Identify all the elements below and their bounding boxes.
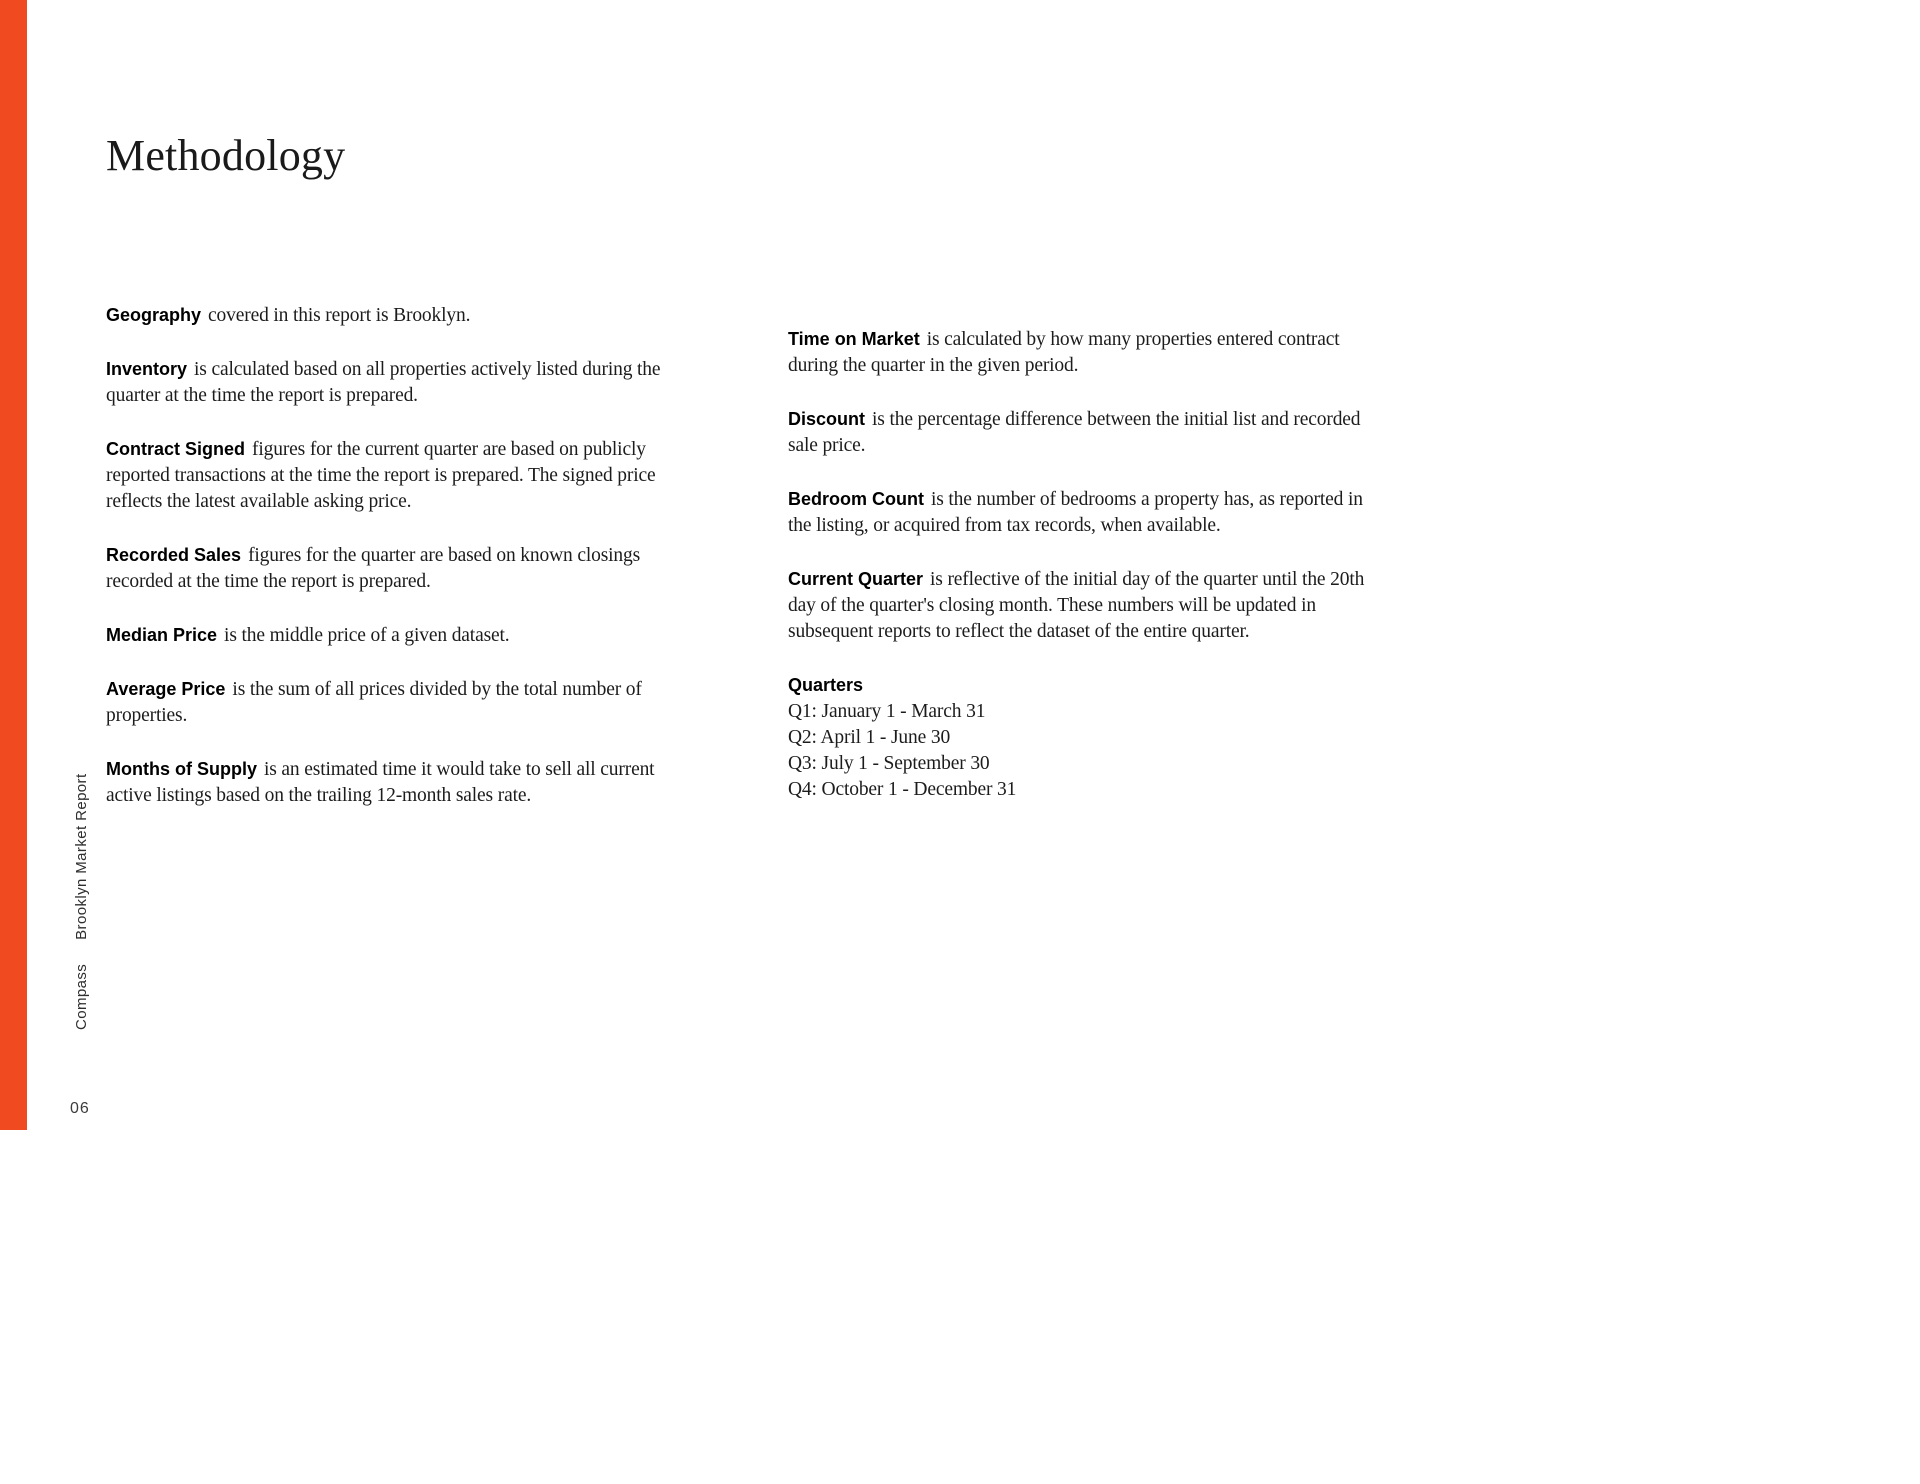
definition-line: [106, 302, 766, 329]
quarter-q3: Q3: July 1 - September 30: [788, 753, 990, 774]
definition-time-on-market: [788, 326, 1463, 379]
term-label: Discount: [788, 409, 866, 429]
quarter-q4: Q4: October 1 - December 31: [788, 779, 1017, 800]
definition-line: during the quarter in the given period.: [788, 355, 1079, 376]
definition-line: [788, 486, 1463, 513]
definition-months-of-supply: [106, 756, 766, 809]
quarter-q1: Q1: January 1 - March 31: [788, 701, 986, 722]
quarter-q2: Q2: April 1 - June 30: [788, 727, 951, 748]
definition-line: [788, 566, 1463, 593]
term-label: Inventory: [106, 359, 188, 379]
term-label: Months of Supply: [106, 759, 257, 779]
page-number: 06: [70, 1100, 90, 1117]
definition-text: covered in this report is Brooklyn.: [208, 305, 471, 326]
definition-text: is reflective of the initial day of the quarter until the 20th: [930, 569, 1365, 590]
brand-name: Compass: [73, 963, 90, 1030]
definition-line: recorded at the time the report is prepared.: [106, 571, 431, 592]
definition-bedroom-count: [788, 486, 1463, 539]
definition-line: [106, 436, 766, 463]
definition-line: [788, 406, 1463, 433]
definition-text: is the percentage difference between the initial list and recorded: [872, 409, 1361, 430]
definitions-column-left: [106, 302, 766, 809]
term-label: Contract Signed: [106, 439, 246, 459]
definition-text: is calculated by how many properties entered contract: [926, 329, 1340, 350]
red-accent-bar: [0, 0, 27, 1130]
sidebar-vertical-meta: [73, 773, 90, 1030]
term-label: Time on Market: [788, 329, 920, 349]
quarters-heading: [788, 672, 1463, 699]
definition-current-quarter: [788, 566, 1463, 645]
definition-line: reflects the latest available asking price.: [106, 491, 412, 512]
definition-line: the listing, or acquired from tax records, when available.: [788, 515, 1221, 536]
term-label: Average Price: [106, 679, 226, 699]
definitions-column-right: [788, 326, 1463, 803]
definition-line: reported transactions at the time the report is prepared. The signed price: [106, 465, 656, 486]
definition-discount: [788, 406, 1463, 459]
definition-text: is the sum of all prices divided by the total number of: [232, 679, 642, 700]
definition-average-price: [106, 676, 766, 729]
definition-line: properties.: [106, 705, 188, 726]
definition-text: is the number of bedrooms a property has, as reported in: [930, 489, 1363, 510]
term-label: Current Quarter: [788, 569, 924, 589]
definition-text: figures for the quarter are based on known closings: [248, 545, 641, 566]
term-label: Quarters: [788, 675, 864, 695]
term-label: Median Price: [106, 625, 218, 645]
quarters-list: [788, 672, 1463, 803]
definition-line: [106, 756, 766, 783]
definition-line: [106, 676, 766, 703]
definition-line: [106, 356, 766, 383]
definition-median-price: [106, 622, 766, 649]
definition-geography: [106, 302, 766, 329]
definition-line: [788, 326, 1463, 353]
definition-line: day of the quarter's closing month. These numbers will be updated in: [788, 595, 1317, 616]
term-label: Bedroom Count: [788, 489, 924, 509]
definition-text: is calculated based on all properties actively listed during the: [194, 359, 661, 380]
definition-line: sale price.: [788, 435, 866, 456]
definition-line: [106, 622, 766, 649]
definition-text: is the middle price of a given dataset.: [224, 625, 510, 646]
term-label: Geography: [106, 305, 202, 325]
definition-text: figures for the current quarter are based on publicly: [252, 439, 646, 460]
definition-line: active listings based on the trailing 12-month sales rate.: [106, 785, 532, 806]
definition-line: quarter at the time the report is prepared.: [106, 385, 418, 406]
definition-contract-signed: [106, 436, 766, 515]
page-title: Methodology: [106, 131, 346, 181]
term-label: Recorded Sales: [106, 545, 242, 565]
report-name: Brooklyn Market Report: [73, 773, 90, 940]
definition-text: is an estimated time it would take to sell all current: [263, 759, 655, 780]
definition-line: subsequent reports to reflect the dataset of the entire quarter.: [788, 621, 1250, 642]
definition-line: [106, 542, 766, 569]
definition-recorded-sales: [106, 542, 766, 595]
definition-inventory: [106, 356, 766, 409]
